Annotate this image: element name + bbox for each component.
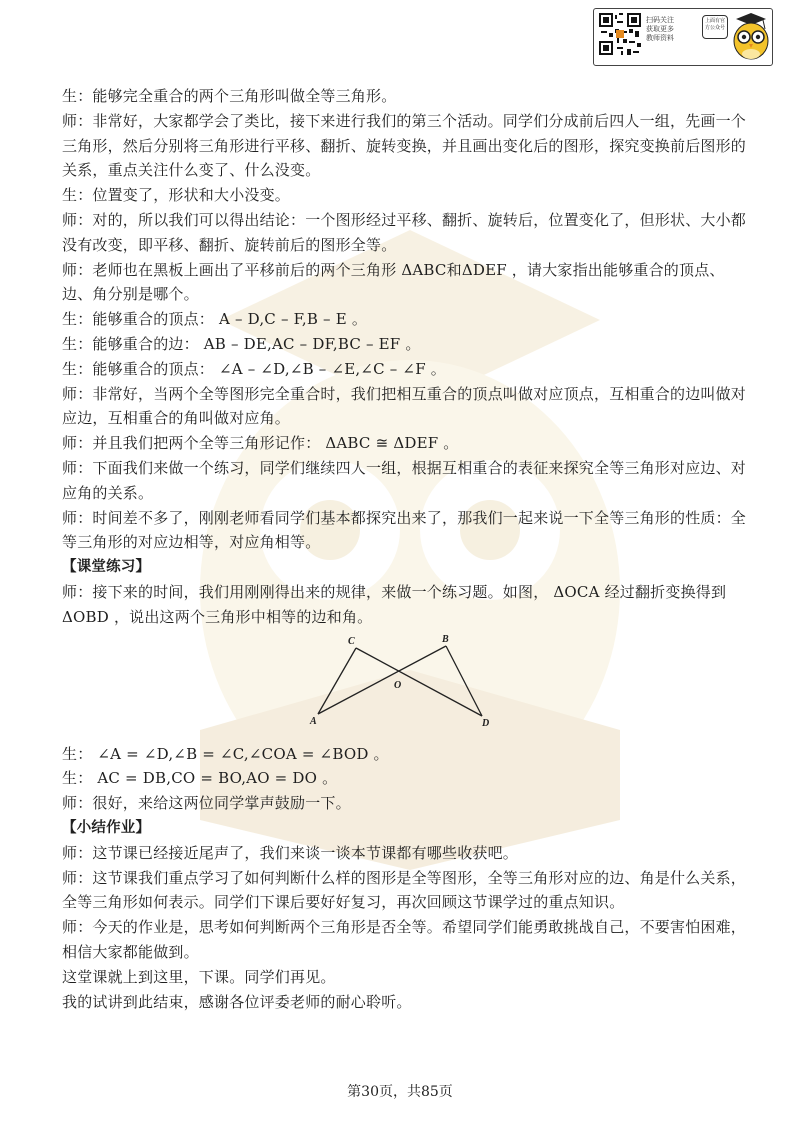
paragraph: 师：对的，所以我们可以得出结论：一个图形经过平移、翻折、旋转后，位置变化了，但形状、大小都没有改变，即平移、翻折、旋转前后的图形全等。 — [62, 210, 747, 254]
paragraph: 师：接下来的时间，我们用刚刚得出来的规律，来做一个练习题。如图， ΔOCA 经过翻折变换得到 ΔOBD ，说出这两个三角形中相等的边和角。 — [62, 582, 727, 626]
paragraph: 师：下面我们来做一个练习，同学们继续四人一组，根据互相重合的表征来探究全等三角形对应边、对应角的关系。 — [62, 458, 747, 502]
label-a: A — [310, 715, 317, 727]
paragraph: 生：能够重合的边： AB – DE,AC – DF,BC – EF 。 — [62, 334, 421, 353]
document-body — [62, 84, 752, 1014]
label-c: C — [348, 635, 355, 647]
section-heading-practice: 【课堂练习】 — [62, 559, 151, 576]
paragraph: 师：这节课已经接近尾声了，我们来谈一谈本节课都有哪些收获吧。 — [62, 843, 519, 862]
paragraph: 师：非常好，大家都学会了类比，接下来进行我们的第三个活动。同学们分成前后四人一组，先画一个三角形，然后分别将三角形进行平移、翻折、旋转变换，并且画出变化后的图形，探究变换前后图形的关系，重点关注什么变了、什么没变。 — [62, 111, 747, 180]
label-b: B — [442, 633, 449, 645]
triangle-diagram — [308, 630, 508, 738]
section-heading-summary: 【小结作业】 — [62, 819, 151, 836]
triangle-figure — [62, 630, 752, 742]
paragraph: 师：并且我们把两个全等三角形记作： ΔABC ≅ ΔDEF 。 — [62, 434, 459, 453]
badge-text — [646, 16, 674, 43]
segment-bd — [446, 646, 482, 716]
paragraph: 我的试讲到此结束，感谢各位评委老师的耐心聆听。 — [62, 992, 412, 1011]
segment-cd — [356, 648, 482, 716]
label-o: O — [394, 679, 402, 691]
page-number: 第30页，共85页 — [347, 1084, 453, 1100]
label-d: D — [482, 717, 490, 729]
paragraph: 师：时间差不多了，刚刚老师看同学们基本都探究出来了，那我们一起来说一下全等三角形的性质：全等三角形的对应边相等，对应角相等。 — [62, 508, 747, 552]
paragraph: 生：位置变了，形状和大小没变。 — [62, 186, 291, 205]
paragraph: 生：能够重合的顶点： ∠A – ∠D,∠B – ∠E,∠C – ∠F 。 — [62, 359, 446, 378]
qr-code-icon — [599, 13, 641, 55]
paragraph: 生： ∠A = ∠D,∠B = ∠C,∠COA = ∠BOD 。 — [62, 744, 389, 763]
paragraph: 这堂课就上到这里，下课。同学们再见。 — [62, 967, 336, 986]
paragraph: 师：很好，来给这两位同学掌声鼓励一下。 — [62, 794, 351, 813]
badge-line: 获取更多 — [646, 25, 674, 33]
paragraph: 生：能够完全重合的两个三角形叫做全等三角形。 — [62, 87, 397, 105]
owl-mascot-icon — [730, 11, 772, 63]
header-badge — [593, 8, 773, 66]
speech-bubble: 上面有官方公众号 — [702, 15, 728, 39]
paragraph: 师：老师也在黑板上画出了平移前后的两个三角形 ΔABC和ΔDEF ，请大家指出能够重合的顶点、边、角分别是哪个。 — [62, 260, 725, 304]
paragraph: 生：能够重合的顶点： A – D,C – F,B – E 。 — [62, 310, 368, 329]
badge-line: 教师资料 — [646, 34, 674, 42]
paragraph: 师：今天的作业是，思考如何判断两个三角形是否全等。希望同学们能勇敢挑战自己，不要害怕困难，相信大家都能做到。 — [62, 918, 747, 961]
badge-line: 扫码关注 — [646, 16, 674, 24]
paragraph: 师：非常好，当两个全等图形完全重合时，我们把相互重合的顶点叫做对应顶点，互相重合的边叫做对应边，互相重合的角叫做对应角。 — [62, 384, 747, 428]
paragraph: 生： AC = DB,CO = BO,AO = DO 。 — [62, 769, 338, 788]
paragraph: 师：这节课我们重点学习了如何判断什么样的图形是全等图形，全等三角形对应的边、角是什么关系，全等三角形如何表示。同学们下课后要好好复习，再次回顾这节课学过的重点知识。 — [62, 868, 747, 912]
